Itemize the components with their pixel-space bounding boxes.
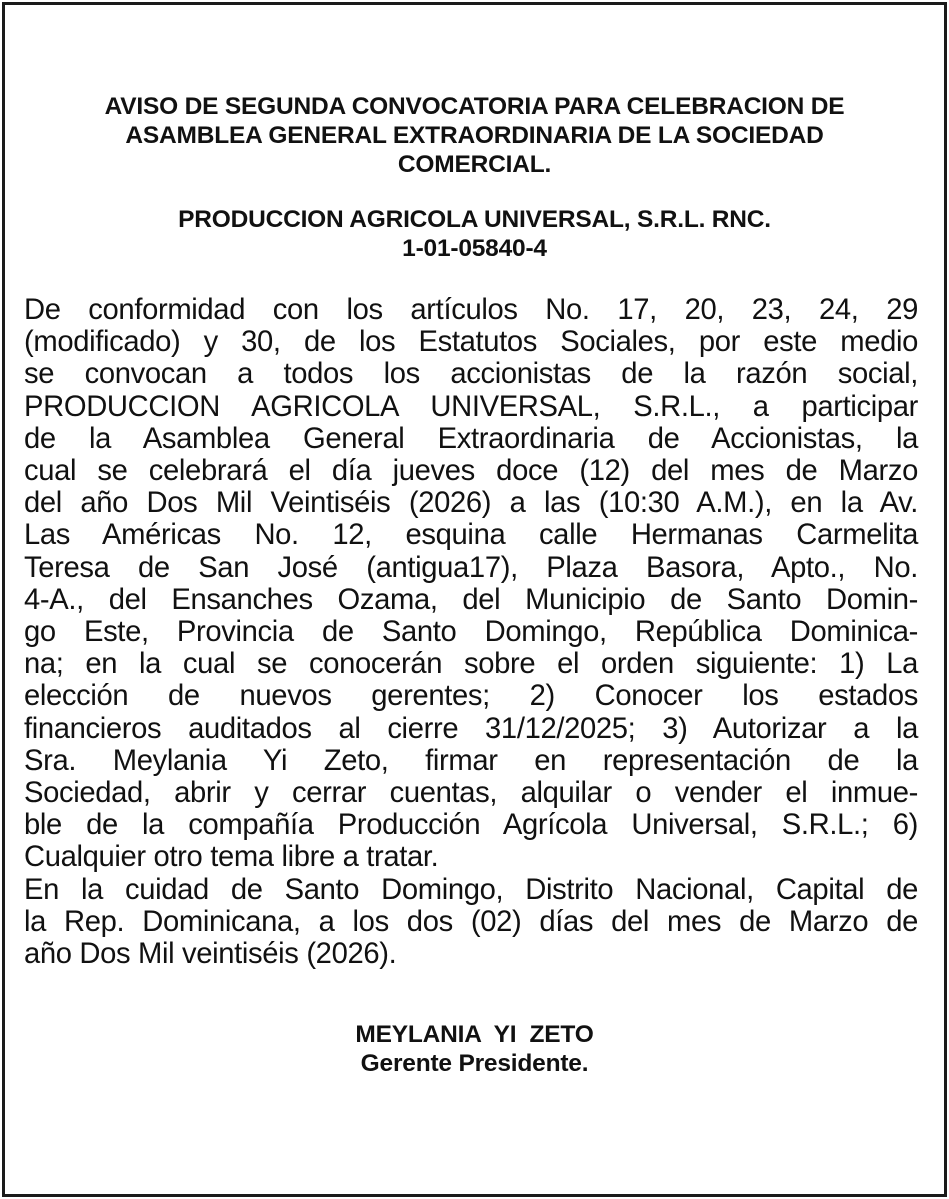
company-heading [0, 205, 949, 263]
body-line: cual se celebrará el día jueves doce (12) del mes de Marzo [24, 455, 918, 488]
body-line: go Este, Provincia de Santo Domingo, República Dominica- [24, 616, 918, 649]
signatory-name: MEYLANIA YI ZETO [355, 1021, 594, 1048]
body-line: Las Américas No. 12, esquina calle Hermanas Carmelita [24, 519, 918, 552]
notice-title [0, 92, 949, 179]
body-line: de la Asamblea General Extraordinaria de Accionistas, la [24, 422, 918, 455]
title-line: AVISO DE SEGUNDA CONVOCATORIA PARA CELEBRACION DE [104, 93, 845, 120]
signature-block [0, 1020, 949, 1078]
notice-body [24, 294, 918, 970]
body-line: Sociedad, abrir y cerrar cuentas, alquilar o vender el inmue- [24, 777, 918, 810]
body-line: ble de la compañía Producción Agrícola Universal, S.R.L.; 6) [24, 809, 918, 842]
title-line: COMERCIAL. [397, 151, 552, 178]
body-line: na; en la cual se conocerán sobre el orden siguiente: 1) La [24, 648, 918, 681]
body-line: 4-A., del Ensanches Ozama, del Municipio de Santo Domin- [24, 583, 918, 616]
body-line: la Rep. Dominicana, a los dos (02) días del mes de Marzo de [24, 905, 918, 938]
title-line: ASAMBLEA GENERAL EXTRAORDINARIA DE LA SOCIEDAD [125, 122, 824, 149]
body-line: (modificado) y 30, de los Estatutos Sociales, por este medio [24, 326, 918, 359]
company-line: PRODUCCION AGRICOLA UNIVERSAL, S.R.L. RNC. [178, 206, 771, 233]
body-line: Cualquier otro tema libre a tratar. [24, 841, 439, 874]
body-line: se convocan a todos los accionistas de la razón social, [24, 358, 918, 391]
company-line: 1-01-05840-4 [402, 235, 547, 262]
body-line: elección de nuevos gerentes; 2) Conocer los estados [24, 680, 918, 713]
body-line: del año Dos Mil Veintiséis (2026) a las (10:30 A.M.), en la Av. [24, 487, 918, 520]
body-line: En la cuidad de Santo Domingo, Distrito Nacional, Capital de [24, 873, 918, 906]
body-line: financieros auditados al cierre 31/12/2025; 3) Autorizar a la [24, 712, 918, 745]
body-line: año Dos Mil veintiséis (2026). [24, 938, 397, 971]
body-line: Teresa de San José (antigua17), Plaza Basora, Apto., No. [24, 551, 918, 584]
signatory-role: Gerente Presidente. [360, 1050, 589, 1077]
body-line: PRODUCCION AGRICOLA UNIVERSAL, S.R.L., a participar [24, 390, 918, 423]
body-line: Sra. Meylania Yi Zeto, firmar en representación de la [24, 744, 918, 777]
body-line: De conformidad con los artículos No. 17, 20, 23, 24, 29 [24, 294, 918, 326]
